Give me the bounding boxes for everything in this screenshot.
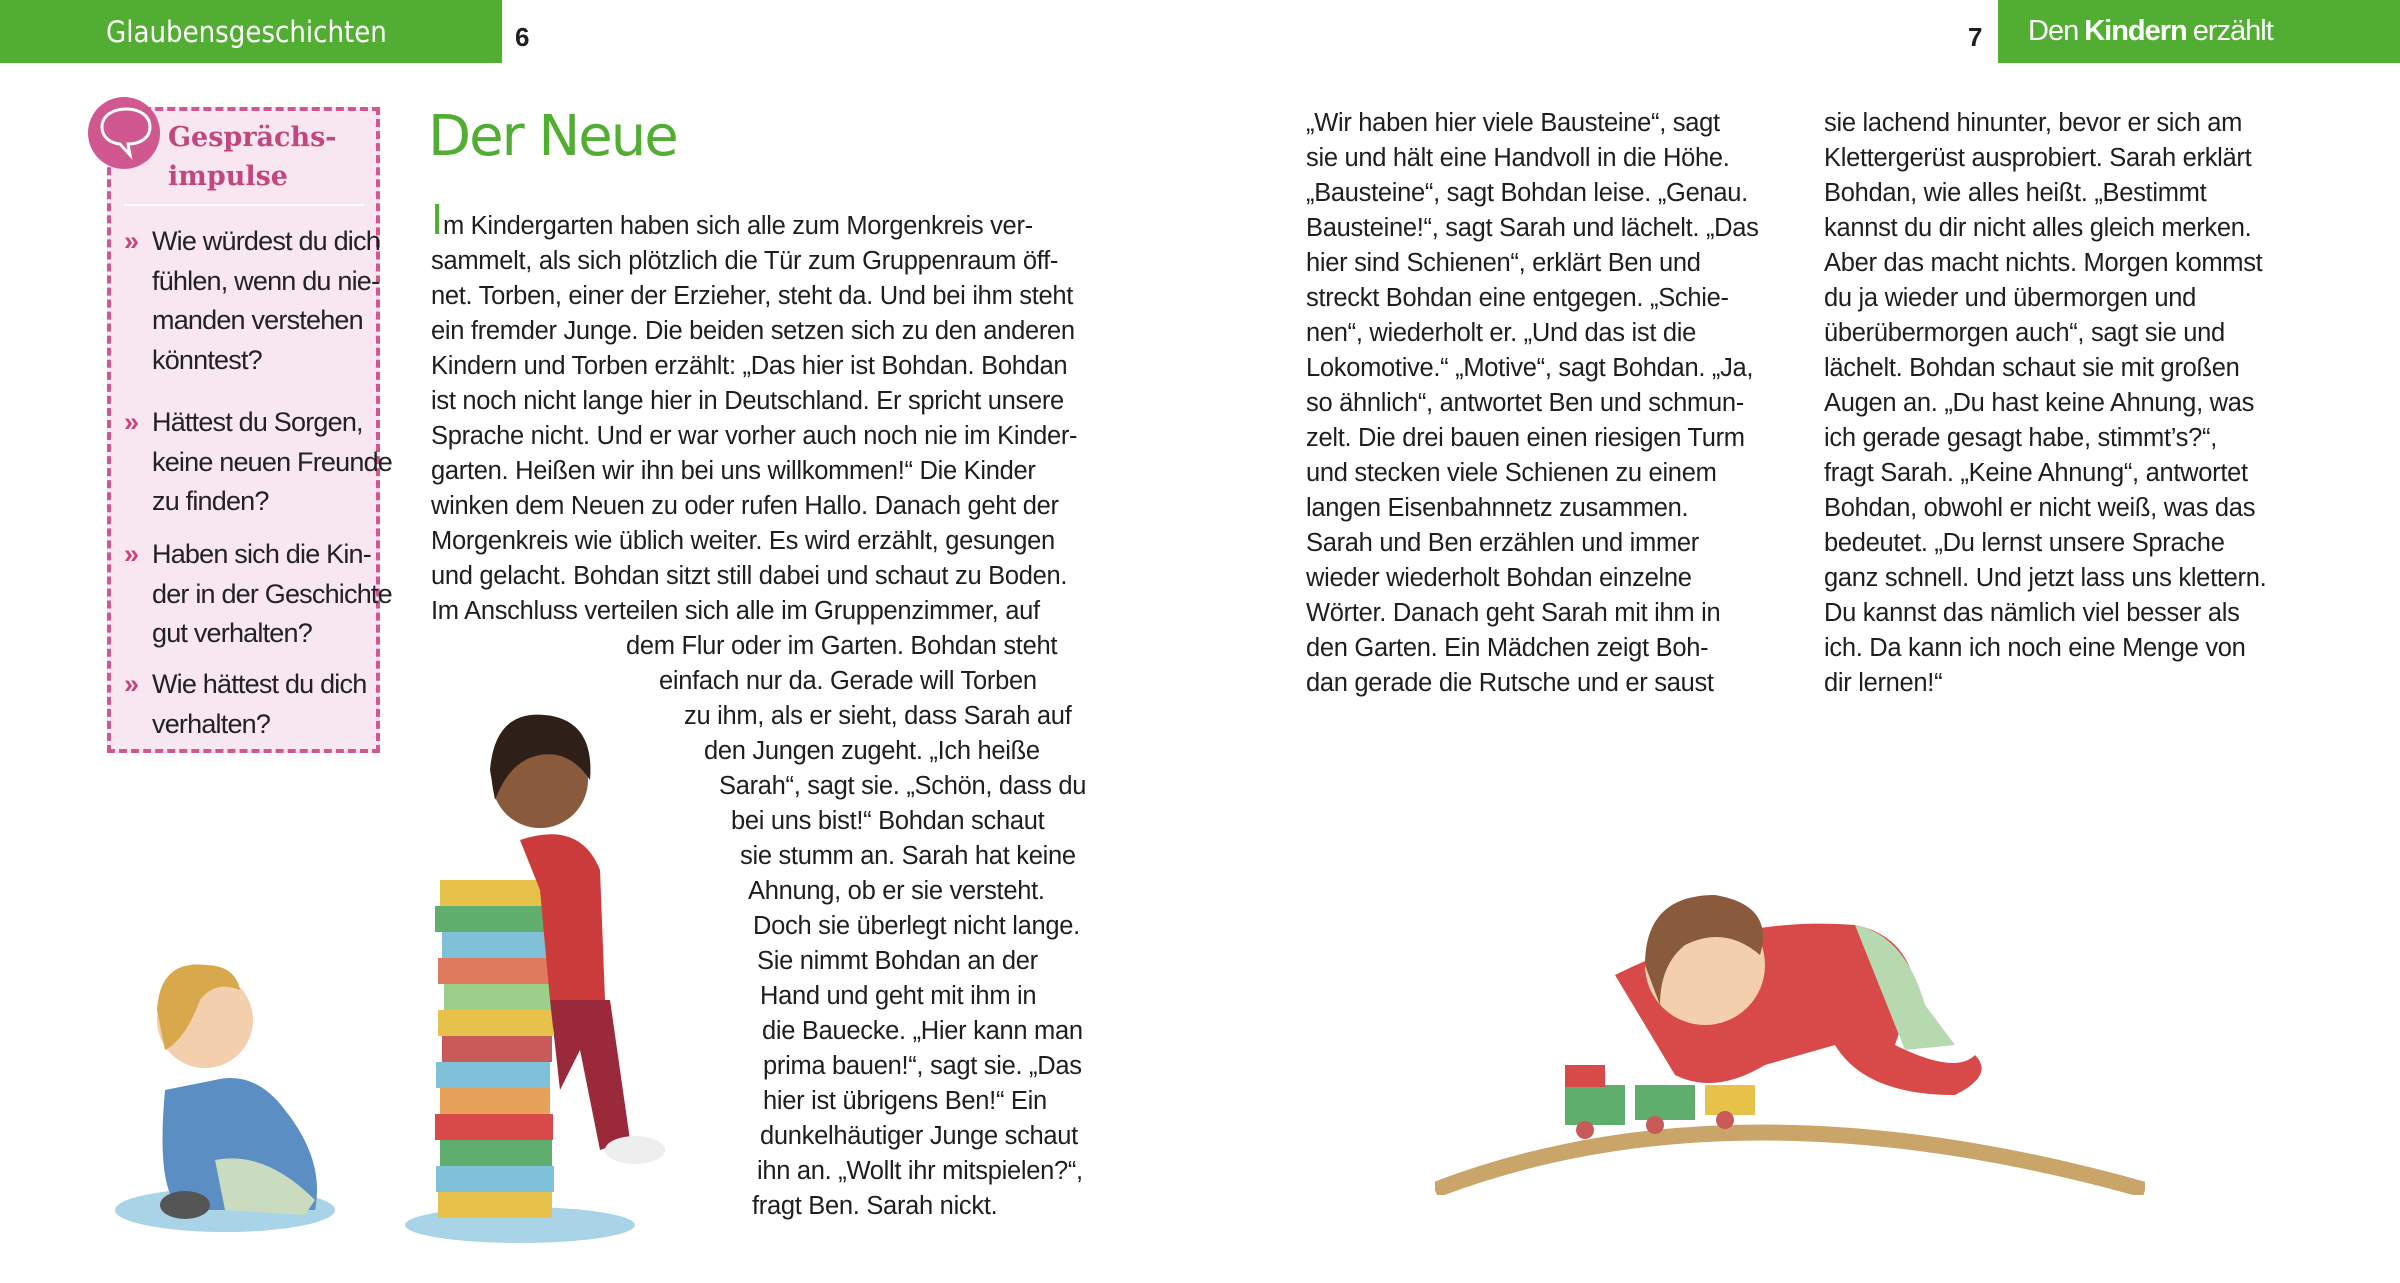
question-line: Hättest du Sorgen, [152,407,363,437]
story-line-text: Sarah“, sagt sie. „Schön, dass du [719,772,1087,800]
question-line: Wie hättest du dich [152,669,367,699]
story-line-text: streckt Bohdan eine entgegen. „Schie- [1306,284,1729,312]
story-line [1824,561,2266,596]
story-line [1306,141,1759,176]
story-line-text: prima bauen!“, sagt sie. „Das [763,1052,1082,1080]
page-number-right: 7 [1968,22,1983,52]
story-line [431,559,1086,594]
story-column-3 [1824,106,2266,701]
story-column-2 [1306,106,1759,701]
divider [124,204,364,206]
question-line: der in der Geschichte [152,578,392,609]
story-line [1824,421,2266,456]
story-line-text: dir lernen!“ [1824,669,1943,697]
illustration-boy-building-tower [400,670,690,1255]
story-line [431,244,1086,279]
story-line [431,419,1086,454]
story-line-text: den Jungen zugeht. „Ich heiße [704,737,1040,765]
story-line-text: garten. Heißen wir ihn bei uns willkommen!“ Die Kinder [431,457,1036,485]
story-line-text: sie und hält eine Handvoll in die Höhe. [1306,144,1730,172]
story-line [1306,421,1759,456]
story-line [1306,316,1759,351]
story-line-text: lächelt. Bohdan schaut sie mit großen [1824,354,2240,382]
question-line: verhalten? [152,708,271,739]
story-line [431,594,1086,629]
story-line-text: und gelacht. Bohdan sitzt still dabei und schaut zu Boden. [431,562,1068,590]
story-line-text: Kindern und Torben erzählt: „Das hier ist Bohdan. Bohdan [431,352,1068,380]
story-line [1306,211,1759,246]
story-line-text: Ahnung, ob er sie versteht. [748,877,1045,905]
story-line [1306,596,1759,631]
bullet-icon: » [124,407,139,437]
story-line-text: kannst du dir nicht alles gleich merken. [1824,214,2252,242]
story-line [431,195,1086,244]
story-line-text: Lokomotive.“ „Motive“, sagt Bohdan. „Ja, [1306,354,1754,382]
story-line-text: nen“, wiederholt er. „Und das ist die [1306,319,1697,347]
story-line [1306,351,1759,386]
story-line [1824,456,2266,491]
story-line-text: die Bauecke. „Hier kann man [762,1017,1083,1045]
page-number-left: 6 [515,22,530,52]
story-line-text: hier sind Schienen“, erklärt Ben und [1306,249,1701,277]
story-line [1824,176,2266,211]
story-line-text: sammelt, als sich plötzlich die Tür zum Gruppenraum öff- [431,247,1059,275]
story-line [431,279,1086,314]
story-line-text: „Bausteine“, sagt Bohdan leise. „Genau. [1306,179,1748,207]
story-line-text: Bohdan, obwohl er nicht weiß, was das [1824,494,2256,522]
story-line-text: Sie nimmt Bohdan an der [757,947,1038,975]
drop-cap: I [431,195,443,244]
story-line-text: net. Torben, einer der Erzieher, steht da. Und bei ihm steht [431,282,1074,310]
story-line-text: den Garten. Ein Mädchen zeigt Boh- [1306,634,1709,662]
question-line: Haben sich die Kin- [152,539,371,569]
question-line: Wie würdest du dich [152,226,380,256]
story-line [1824,491,2266,526]
story-line [1824,666,2266,701]
story-line [431,384,1086,419]
question-line: keine neuen Freunde [152,446,392,477]
header-right-post: erzählt [2192,15,2273,47]
impulse-title-line: Gesprächs- [168,122,337,153]
story-line-text: m Kindergarten haben sich alle zum Morgenkreis ver- [442,212,1033,240]
story-line-text: ganz schnell. Und jetzt lass uns klettern. [1824,564,2267,592]
story-line-text: langen Eisenbahnnetz zusammen. [1306,494,1689,522]
story-line-text: dem Flur oder im Garten. Bohdan steht [626,632,1058,660]
story-line-text: hier ist übrigens Ben!“ Ein [763,1087,1047,1115]
header-right-bold: Kindern [2084,15,2187,47]
story-line-text: fragt Sarah. „Keine Ahnung“, antwortet [1824,459,2248,487]
story-line-text: überübermorgen auch“, sagt sie und [1824,319,2225,347]
story-line-text: Wörter. Danach geht Sarah mit ihm in [1306,599,1721,627]
story-line [431,454,1086,489]
story-line [1824,316,2266,351]
story-line-text: ein fremder Junge. Die beiden setzen sich zu den anderen [431,317,1075,345]
story-line [1824,211,2266,246]
story-line-text: Im Anschluss verteilen sich alle im Gruppenzimmer, auf [431,597,1040,625]
story-line [1306,386,1759,421]
story-line [431,524,1086,559]
story-line-text: Hand und geht mit ihm in [760,982,1037,1010]
story-line-text: einfach nur da. Gerade will Torben [659,667,1037,695]
story-line [1824,281,2266,316]
story-line [1824,386,2266,421]
question-line: gut verhalten? [152,618,312,648]
story-line-text: fragt Ben. Sarah nickt. [752,1192,998,1220]
story-line-text: „Wir haben hier viele Bausteine“, sagt [1306,109,1720,137]
impulse-title-line: impulse [168,161,288,192]
story-line-text: Doch sie überlegt nicht lange. [753,912,1080,940]
header-section-title-right [1998,0,2400,63]
story-line [1306,526,1759,561]
story-line-text: Aber das macht nichts. Morgen kommst [1824,249,2263,277]
story-line-text: dunkelhäutiger Junge schaut [760,1122,1078,1150]
story-line [1306,246,1759,281]
story-line [1824,526,2266,561]
story-line-text: ich gerade gesagt habe, stimmt’s?“, [1824,424,2217,452]
story-line [1306,491,1759,526]
story-title: Der Neue [428,104,677,169]
story-line-text: Sprache nicht. Und er war vorher auch noch nie im Kinder- [431,422,1078,450]
story-line [1306,281,1759,316]
story-line-text: ich. Da kann ich noch eine Menge von [1824,634,2246,662]
story-line [1824,141,2266,176]
question-line: zu finden? [152,486,269,516]
illustration-child-playing-train [1435,875,2145,1200]
bullet-icon: » [124,539,139,569]
story-line [1824,596,2266,631]
question-line: manden verstehen [152,305,363,335]
story-line [1306,176,1759,211]
story-line [1824,351,2266,386]
story-line-text: Klettergerüst ausprobiert. Sarah erklärt [1824,144,2252,172]
story-line [1306,561,1759,596]
story-line [1306,106,1759,141]
story-line-text: Morgenkreis wie üblich weiter. Es wird erzählt, gesungen [431,527,1055,555]
story-line-text: winken dem Neuen zu oder rufen Hallo. Danach geht der [431,492,1059,520]
story-line [431,314,1086,349]
story-line-text: und stecken viele Schienen zu einem [1306,459,1717,487]
question-line: fühlen, wenn du nie- [152,265,380,296]
story-line-text: Bausteine!“, sagt Sarah und lächelt. „Das [1306,214,1759,242]
section-title: Glaubensgeschichten [106,14,387,49]
story-line [1824,106,2266,141]
story-line-text: Bohdan, wie alles heißt. „Bestimmt [1824,179,2207,207]
header-section-title-left [0,0,502,63]
speech-bubble-icon [88,97,160,169]
story-line [1824,631,2266,666]
story-line-text: wieder wiederholt Bohdan einzelne [1306,564,1692,592]
story-line-text: du ja wieder und übermorgen und [1824,284,2197,312]
story-line-text: Du kannst das nämlich viel besser als [1824,599,2240,627]
story-line-text: bei uns bist!“ Bohdan schaut [731,807,1045,835]
story-line [431,349,1086,384]
story-line [431,629,1086,664]
story-line-text: Sarah und Ben erzählen und immer [1306,529,1699,557]
story-line-text: bedeutet. „Du lernst unsere Sprache [1824,529,2225,557]
story-line-text: zu ihm, als er sieht, dass Sarah auf [684,702,1072,730]
story-line-text: ist noch nicht lange hier in Deutschland. Er spricht unsere [431,387,1064,415]
story-line-text: sie lachend hinunter, bevor er sich am [1824,109,2243,137]
question-line: könntest? [152,344,262,375]
story-line [1824,246,2266,281]
story-line-text: zelt. Die drei bauen einen riesigen Turm [1306,424,1745,452]
bullet-icon: » [124,226,139,256]
story-line-text: sie stumm an. Sarah hat keine [740,842,1076,870]
story-line-text: ihn an. „Wollt ihr mitspielen?“, [757,1157,1083,1185]
bullet-icon: » [124,669,139,699]
illustration-boy-sitting [105,910,345,1245]
story-line-text: dan gerade die Rutsche und er saust [1306,669,1714,697]
story-line [1306,456,1759,491]
story-line-text: Augen an. „Du hast keine Ahnung, was [1824,389,2255,417]
story-line [1306,631,1759,666]
story-line [431,489,1086,524]
impulse-box-title [168,118,337,196]
story-line-text: so ähnlich“, antwortet Ben und schmun- [1306,389,1744,417]
header-right-pre: Den [2028,15,2079,47]
story-line [1306,666,1759,701]
